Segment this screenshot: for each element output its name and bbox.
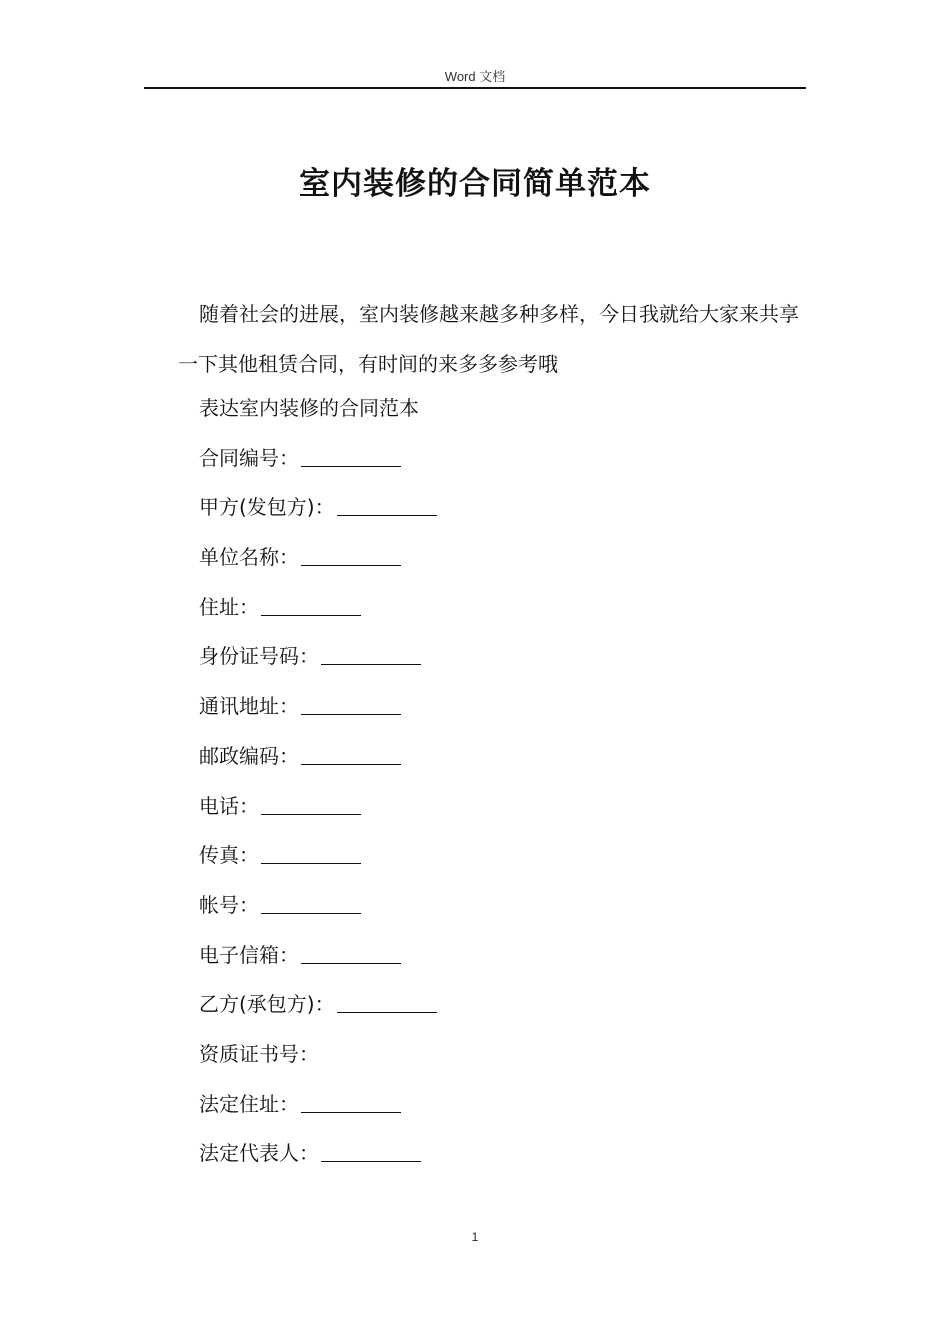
fill-blank[interactable] xyxy=(261,843,361,864)
field-account xyxy=(199,881,799,931)
field-label: 邮政编码： xyxy=(199,743,299,768)
document-title: 室内装修的合同简单范本 xyxy=(299,166,651,202)
field-label: 法定代表人： xyxy=(199,1141,319,1166)
contract-field-list xyxy=(199,384,799,1179)
page-number: 1 xyxy=(471,1230,479,1244)
header-rule xyxy=(144,87,806,89)
field-label: 住址： xyxy=(199,594,259,619)
field-label: 通讯地址： xyxy=(199,694,299,719)
fill-blank[interactable] xyxy=(261,794,361,815)
field-legal-address xyxy=(199,1080,799,1130)
fill-blank[interactable] xyxy=(301,744,401,765)
field-label: 身份证号码： xyxy=(199,644,319,669)
field-id-number xyxy=(199,632,799,682)
field-fax xyxy=(199,831,799,881)
field-label: 帐号： xyxy=(199,892,259,917)
field-label: 乙方(承包方)： xyxy=(199,992,335,1017)
page-header: Word 文档 xyxy=(444,69,506,84)
fill-blank[interactable] xyxy=(337,495,437,516)
fill-blank[interactable] xyxy=(301,446,401,467)
fill-blank[interactable] xyxy=(301,694,401,715)
field-party-b xyxy=(199,980,799,1030)
field-label: 法定住址： xyxy=(199,1091,299,1116)
fill-blank[interactable] xyxy=(301,545,401,566)
field-legal-representative xyxy=(199,1129,799,1179)
fill-blank[interactable] xyxy=(321,1141,421,1162)
intro-paragraph: 随着社会的进展，室内装修越来越多种多样，今日我就给大家来共享一下其他租赁合同，有时间的来多多参考哦 xyxy=(178,302,799,376)
field-label: 资质证书号： xyxy=(199,1041,319,1066)
fill-blank[interactable] xyxy=(301,943,401,964)
fill-blank[interactable] xyxy=(261,595,361,616)
field-label: 表达室内装修的合同范本 xyxy=(199,396,419,420)
field-party-a xyxy=(199,483,799,533)
fill-blank[interactable] xyxy=(337,992,437,1013)
field-label: 甲方(发包方)： xyxy=(199,495,335,520)
field-phone xyxy=(199,782,799,832)
fill-blank[interactable] xyxy=(321,644,421,665)
field-qualification-cert xyxy=(199,1030,799,1080)
field-label: 传真： xyxy=(199,843,259,868)
fill-blank[interactable] xyxy=(261,893,361,914)
fill-blank[interactable] xyxy=(301,1092,401,1113)
field-postal-code xyxy=(199,732,799,782)
field-label: 电子信箱： xyxy=(199,942,299,967)
field-email xyxy=(199,931,799,981)
field-label: 电话： xyxy=(199,793,259,818)
field-contract-number xyxy=(199,434,799,484)
section-heading xyxy=(199,384,799,434)
field-address xyxy=(199,583,799,633)
field-mailing-address xyxy=(199,682,799,732)
field-company-name xyxy=(199,533,799,583)
field-label: 合同编号： xyxy=(199,445,299,470)
field-label: 单位名称： xyxy=(199,545,299,570)
